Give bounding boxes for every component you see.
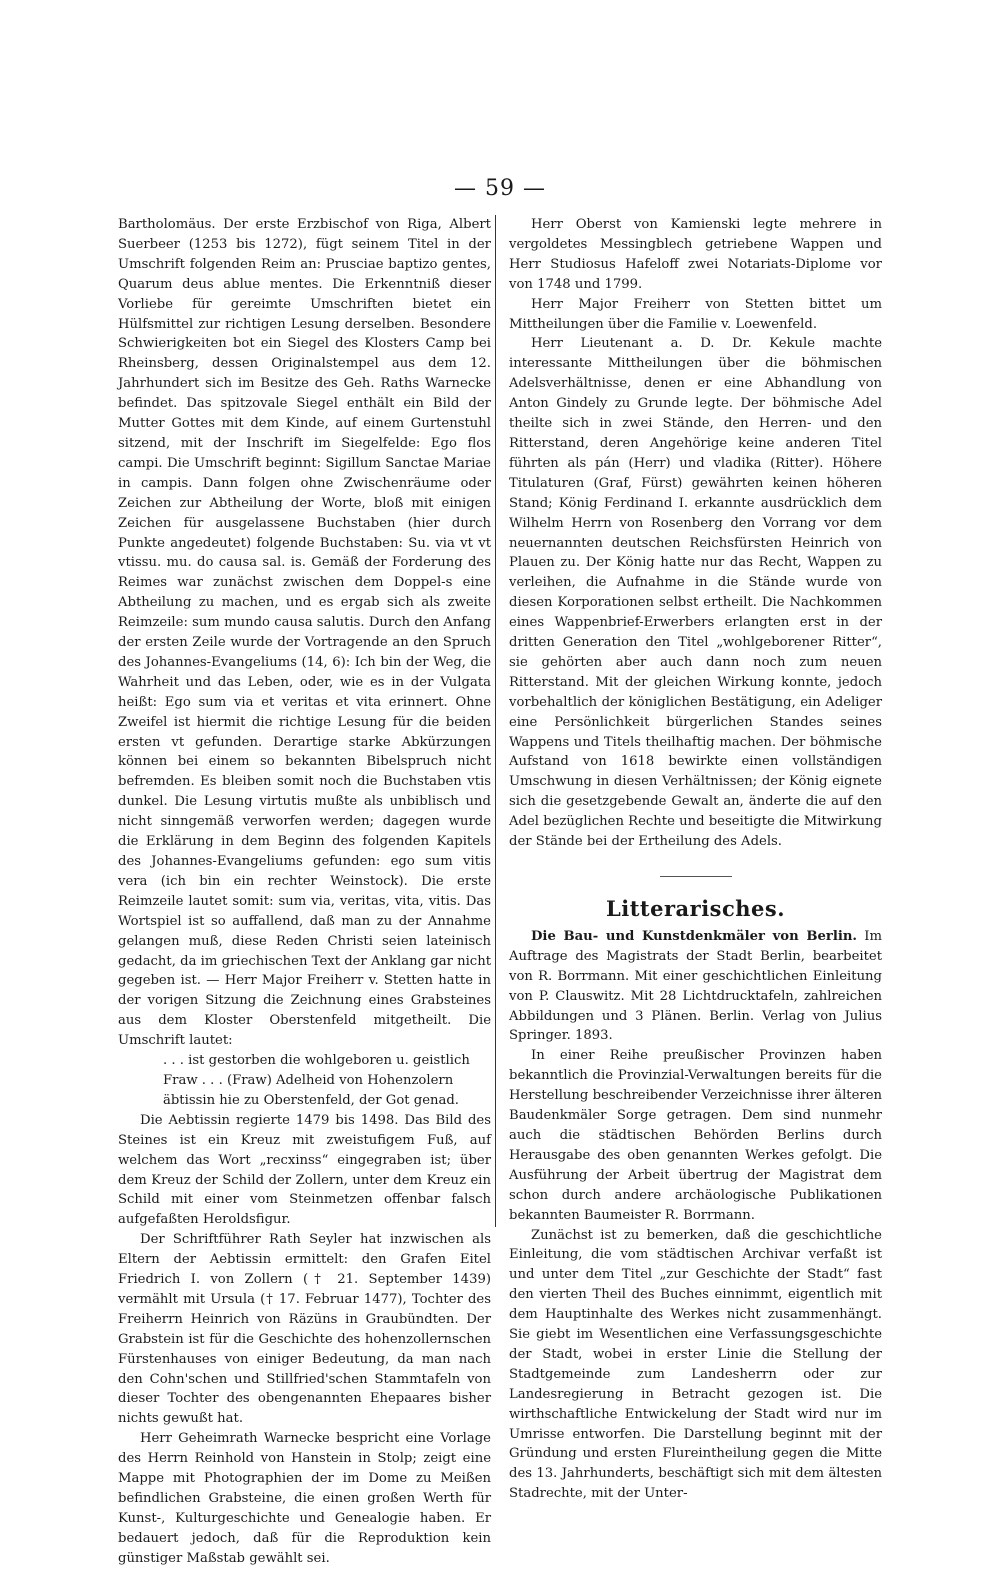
left-column [118,215,491,1569]
review-paragraph-1: In einer Reihe preußischer Provinzen haben bekanntlich die Provinzial-Verwaltungen bereits für die Herstellung beschreibender Verzeichnisse ihrer älteren Baudenkmäler Sorge getragen. Dem sind nunmehr auch die städtischen Behörden Berlins durch Herausgabe des oben genannten Werkes gefolgt. Die Ausführung der Arbeit übertrug der Magistrat dem schon durch andere archäologische Publikationen bekannten Baumeister R. Borrmann. [509,1048,882,1223]
column-divider [495,215,496,1227]
right-column [509,215,882,1504]
paragraph-kekule: Herr Lieutenant a. D. Dr. Kekule machte interessante Mittheilungen über die böhmischen Adelsverhältnisse, denen er eine Abhandlung von Anton Gindely zu Grunde legte. Der böhmische Adel theilte sich in zwei Stände, den Herren- und den Ritterstand, deren Angehörige keine anderen Titel führten als pán (Herr) und vladika (Ritter). Höhere Titulaturen (Graf, Fürst) gewährten keinen höheren Stand; König Ferdinand I. erkannte ausdrücklich dem Wilhelm Herrn von Rosenberg den Vorrang vor dem neuernannten deutschen Reichsfürsten Heinrich von Plauen zu. Der König hatte nur das Recht, Wappen zu verleihen, die Aufnahme in die Stände wurde von diesen Korporationen selbst ertheilt. Die Nachkommen eines Wappenbrief-Erwerbers erlangten erst in der dritten Generation den Titel „wohlgeborener Ritter“, sie gehörten aber auch dann noch zum neuen Ritterstand. Mit der gleichen Wirkung konnte, jedoch vorbehaltlich der königlichen Bestätigung, ein Adeliger eine Persönlichkeit bürgerlichen Standes seines Wappens und Titels theilhaftig machen. Der böhmische Aufstand von 1618 bewirkte einen vollständigen Umschwung in diesen Verhältnissen; der König eignete sich die gesetzgebende Gewalt an, änderte die auf den Adel bezüglichen Rechte und beseitigte die Mitwirkung der Stände bei der Ertheilung des Adels. [509,336,882,850]
page-number: — 59 — [454,176,546,201]
paragraph-warnecke: Herr Geheimrath Warnecke bespricht eine Vorlage des Herrn Reinhold von Hanstein in Stolp; zeigt eine Mappe mit Photographien der im Dome zu Meißen befindlichen Grabsteine, die einen großen Werth für Kunst-, Kulturgeschichte und Genealogie haben. Er bedauert jedoch, daß für die Reproduktion kein günstiger Maßstab gewählt sei. [118,1431,491,1566]
paragraph-abbess: Die Aebtissin regierte 1479 bis 1498. Das Bild des Steines ist ein Kreuz mit zweistufigem Fuß, auf welchem das Wort „recxinss“ eingegraben ist; über dem Kreuz der Schild der Zollern, unter dem Kreuz ein Schild mit einer vom Steinmetzen offenbar falsch aufgefaßten Heroldsfigur. [118,1112,491,1228]
paragraph-kamienski: Herr Oberst von Kamienski legte mehrere in vergoldetes Messingblech getriebene Wappen und Herr Studiosus Hafeloff zwei Notariats-Diplome vor von 1748 und 1799. [509,217,882,292]
paragraph-stetten: Herr Major Freiherr von Stetten bittet um Mittheilungen über die Familie v. Loewenfeld. [509,296,882,332]
paragraph-parents: Der Schriftführer Rath Seyler hat inzwischen als Eltern der Aebtissin ermittelt: den Grafen Eitel Friedrich I. von Zollern († 21. September 1439) vermählt mit Ursula († 17. Februar 1477), Tochter des Freiherrn Heinrich von Räzüns in Graubündten. Der Grabstein ist für die Geschichte des hohenzollernschen Fürstenhauses von einiger Bedeutung, da man nach den Cohn'schen und Stillfried'schen Stammtafeln von dieser Tochter des obengenannten Ehepaares bisher nichts gewußt hat. [118,1232,491,1427]
book-details: Im Auftrage des Magistrats der Stadt Berlin, bearbeitet von R. Borrmann. Mit einer geschichtlichen Einleitung von P. Clauswitz. Mit 28 Lichtdrucktafeln, zahlreichen Abbildungen und 3 Plänen. Berlin. Verlag von Julius Springer. 1893. [509,928,883,1044]
book-title: Die Bau- und Kunstdenkmäler von Berlin. [531,928,858,944]
gravestone-inscription: . . . ist gestorben die wohlgeboren u. geistlich Fraw . . . (Fraw) Adelheid von Hohenzolern äbtissin hie zu Oberstenfeld, der Got genad. [163,1053,470,1108]
book-entry [509,927,882,1046]
section-title: Litterarisches. [605,896,786,921]
section-rule [660,876,732,877]
paragraph-seal-inscriptions: Bartholomäus. Der erste Erzbischof von Riga, Albert Suerbeer (1253 bis 1272), fügt seinem Titel in der Umschrift folgenden Reim an: Prusciae baptizo gentes, Quarum deus ablue mentes. Die Erkenntniß dieser Vorliebe für gereimte Umschriften bietet ein Hülfsmittel zur richtigen Lesung derselben. Besondere Schwierigkeiten bot ein Siegel des Klosters Camp bei Rheinsberg, dessen Originalstempel aus dem 12. Jahrhundert sich im Besitze des Geh. Raths Warnecke befindet. Das spitzovale Siegel enthält ein Bild der Mutter Gottes mit dem Kinde, auf einem Gurtenstuhl sitzend, mit der Inschrift im Siegelfelde: Ego flos campi. Die Umschrift beginnt: Sigillum Sanctae Mariae in campis. Dann folgen ohne Zwischenräume oder Zeichen zur Abtheilung der Worte, bloß mit einigen Zeichen für ausgelassene Buchstaben (hier durch Punkte angedeutet) folgende Buchstaben: Su. via vt vt vtissu. mu. do causa sal. is. Gemäß der Forderung des Reimes war zunächst zwischen dem Doppel-s eine Abtheilung zu machen, und es ergab sich als zweite Reimzeile: sum mundo causa salutis. Durch den Anfang der ersten Zeile wurde der Vortragende an den Spruch des Johannes-Evangeliums (14, 6): Ich bin der Weg, die Wahrheit und das Leben, oder, wie es in der Vulgata heißt: Ego sum via et veritas et vita erinnert. Ohne Zweifel ist hiermit die richtige Lesung für die beiden ersten vt gefunden. Derartige starke Abkürzungen können bei einem so bekannten Bibelspruch nicht befremden. Es bleiben somit noch die Buchstaben vtis dunkel. Die Lesung virtutis mußte als unbiblisch und nicht sinngemäß verworfen werden; dagegen wurde die Erklärung in dem Beginn des folgenden Kapitels des Johannes-Evangeliums gefunden: ego sum vitis vera (ich bin ein rechter Weinstock). Die erste Reimzeile lautet somit: sum via, veritas, vita, vitis. Das Wortspiel ist so auffallend, daß man zu der Annahme gelangen muß, diese Reden Christi seien lateinisch gedacht, da im griechischen Text der Anklang gar nicht gegeben ist. — Herr Major Freiherr v. Stetten hatte in der vorigen Sitzung die Zeichnung eines Grabsteines aus dem Kloster Oberstenfeld mitgetheilt. Die Umschrift lautet: [118,217,491,1049]
review-paragraph-2: Zunächst ist zu bemerken, daß die geschichtliche Einleitung, die vom städtischen Archivar verfaßt ist und unter dem Titel „zur Geschichte der Stadt“ fast den vierten Theil des Buches einnimmt, eigentlich mit dem Hauptinhalte des Werkes nicht zusammenhängt. Sie giebt im Wesentlichen eine Verfassungsgeschichte der Stadt, wobei in erster Linie die Stellung der Stadtgemeinde zum Landesherrn oder zur Landesregierung in Betracht gezogen ist. Die wirthschaftliche Entwickelung der Stadt wird nur im Umrisse entworfen. Die Darstellung beginnt mit der Gründung und ersten Flureintheilung gegen die Mitte des 13. Jahrhunderts, beschäftigt sich mit dem ältesten Stadrechte, mit der Unter- [509,1227,882,1502]
